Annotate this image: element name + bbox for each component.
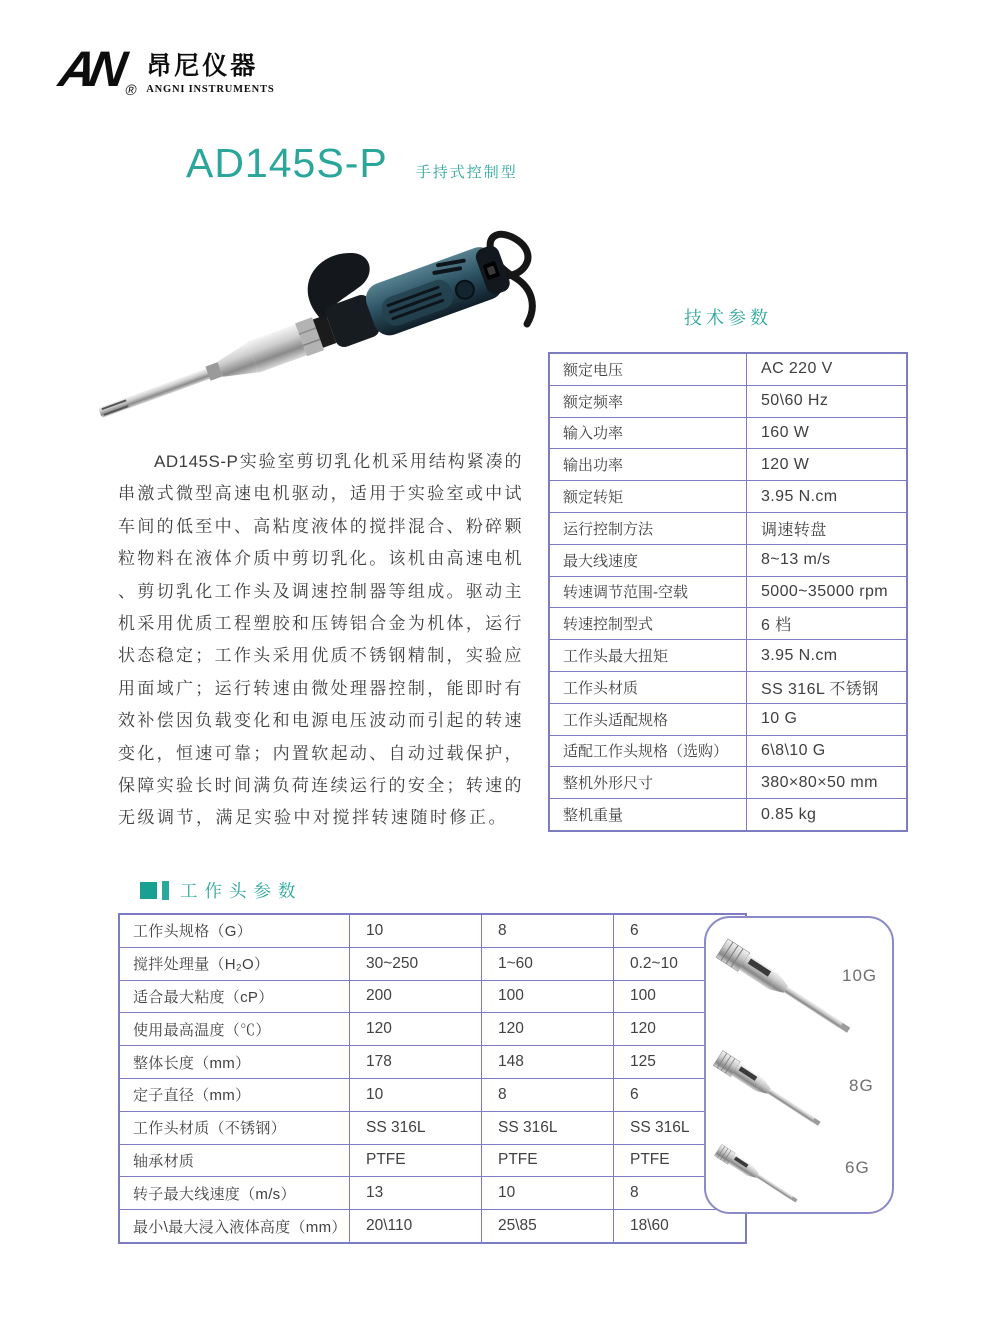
param-label-cell: 使用最高温度（℃） [119, 1013, 350, 1046]
param-value-cell: 10 [482, 1177, 614, 1210]
tech-table-row [549, 640, 907, 672]
param-value-cell: 6\8\10 G [747, 735, 908, 767]
param-value-cell: 178 [350, 1046, 482, 1079]
head-6g [714, 1144, 800, 1206]
param-value-cell: AC 220 V [747, 353, 908, 385]
bar-bullet-icon [162, 881, 169, 900]
param-value-cell: 5000~35000 rpm [747, 576, 908, 608]
tech-table-row [549, 767, 907, 799]
tech-table-row [549, 512, 907, 544]
param-value-cell: 8~13 m/s [747, 544, 908, 576]
head-table-row [119, 1078, 746, 1111]
description-line: AD145S-P实验室剪切乳化机采用结构紧凑的 [154, 452, 522, 471]
head-table-row [119, 1111, 746, 1144]
description-line: 无级调节，满足实验中对搅拌转速随时修正。 [118, 808, 508, 828]
param-label-cell: 转子最大线速度（m/s） [119, 1177, 350, 1210]
description-line: 机采用优质工程塑胶和压铸铝合金为机体，运行 [118, 613, 522, 633]
tech-table-row [549, 385, 907, 417]
description-line: 效补偿因负载变化和电源电压波动而引起的转速 [118, 711, 522, 731]
param-value-cell: 18\60 [614, 1210, 747, 1243]
param-label-cell: 工作头材质（不锈钢） [119, 1111, 350, 1144]
param-value-cell: 120 W [747, 449, 908, 481]
head-params-title: 工作头参数 [180, 881, 303, 901]
param-value-cell: 8 [482, 1078, 614, 1111]
param-value-cell: 30~250 [350, 947, 482, 980]
tech-table-row [549, 417, 907, 449]
tech-params-table [548, 352, 908, 832]
param-value-cell: PTFE [350, 1144, 482, 1177]
tech-table-row [549, 799, 907, 831]
brand-logo-monogram [55, 41, 139, 99]
tech-table-row [549, 481, 907, 513]
param-value-cell: PTFE [614, 1144, 747, 1177]
model-subtitle: 手持式控制型 [415, 164, 518, 181]
param-label-cell: 轴承材质 [119, 1144, 350, 1177]
product-photo [60, 228, 540, 438]
param-value-cell: 100 [482, 980, 614, 1013]
param-value-cell: 200 [350, 980, 482, 1013]
param-value-cell: 120 [350, 1013, 482, 1046]
head-table-row [119, 980, 746, 1013]
head-label-8g: 8G [849, 1076, 874, 1095]
param-value-cell: 0.85 kg [747, 799, 908, 831]
param-value-cell: 3.95 N.cm [747, 481, 908, 513]
param-value-cell: 6 [614, 1078, 747, 1111]
param-value-cell: 0.2~10 [614, 947, 747, 980]
description-line: 、剪切乳化工作头及调速控制器等组成。驱动主 [118, 581, 522, 601]
description-line: 变化，恒速可靠；内置软起动、自动过载保护， [118, 743, 522, 763]
param-value-cell: 8 [482, 914, 614, 947]
brand-name-cn: 昂尼仪器 [146, 52, 259, 80]
brand-logo [55, 41, 275, 99]
head-table-row [119, 1177, 746, 1210]
description-line: 用面域广；运行转速由微处理器控制，能即时有 [118, 678, 522, 698]
description-line: 保障实验长时间满负荷连续运行的安全；转速的 [118, 775, 522, 795]
param-value-cell: 10 G [747, 703, 908, 735]
param-label-cell: 最大线速度 [549, 544, 747, 576]
head-table-row [119, 1046, 746, 1079]
param-label-cell: 输入功率 [549, 417, 747, 449]
param-value-cell: 20\110 [350, 1210, 482, 1243]
head-params-section-header [140, 878, 303, 903]
brand-names [146, 44, 274, 95]
param-value-cell: 148 [482, 1046, 614, 1079]
tech-table-row [549, 449, 907, 481]
head-params-table [118, 913, 747, 1244]
param-label-cell: 工作头适配规格 [549, 703, 747, 735]
description-line: 状态稳定；工作头采用优质不锈钢精制，实验应 [118, 646, 522, 666]
tech-table-row [549, 544, 907, 576]
square-bullet-icon [140, 882, 157, 899]
param-value-cell: SS 316L [614, 1111, 747, 1144]
param-value-cell: 10 [350, 1078, 482, 1111]
param-label-cell: 运行控制方法 [549, 512, 747, 544]
head-label-10g: 10G [842, 966, 878, 985]
brand-name-en: ANGNI INSTRUMENTS [146, 83, 275, 95]
head-label-6g: 6G [845, 1158, 870, 1177]
head-table-row [119, 1144, 746, 1177]
param-value-cell: 125 [614, 1046, 747, 1079]
param-label-cell: 整机外形尺寸 [549, 767, 747, 799]
product-description [118, 446, 522, 835]
param-label-cell: 适配工作头规格（选购） [549, 735, 747, 767]
tech-table-body [549, 353, 907, 831]
tech-params-title: 技术参数 [684, 308, 772, 328]
tech-table-row [549, 576, 907, 608]
param-label-cell: 输出功率 [549, 449, 747, 481]
param-value-cell: PTFE [482, 1144, 614, 1177]
param-label-cell: 整机重量 [549, 799, 747, 831]
tech-table-row [549, 353, 907, 385]
param-value-cell: 100 [614, 980, 747, 1013]
param-value-cell: 120 [482, 1013, 614, 1046]
head-table-row [119, 947, 746, 980]
param-label-cell: 整体长度（mm） [119, 1046, 350, 1079]
param-value-cell: 160 W [747, 417, 908, 449]
param-value-cell: 3.95 N.cm [747, 640, 908, 672]
param-label-cell: 转速控制型式 [549, 608, 747, 640]
param-value-cell: 10 [350, 914, 482, 947]
head-table-row [119, 1013, 746, 1046]
param-value-cell: 调速转盘 [747, 512, 908, 544]
param-label-cell: 转速调节范围-空载 [549, 576, 747, 608]
head-table-row [119, 914, 746, 947]
tech-table-row [549, 608, 907, 640]
head-10g [716, 939, 855, 1040]
tech-table-row [549, 703, 907, 735]
description-line: 串激式微型高速电机驱动，适用于实验室或中试 [118, 484, 522, 504]
param-label-cell: 额定电压 [549, 353, 747, 385]
param-value-cell: SS 316L 不锈钢 [747, 671, 908, 703]
param-value-cell: 1~60 [482, 947, 614, 980]
param-value-cell: 50\60 Hz [747, 385, 908, 417]
head-8g [713, 1051, 824, 1132]
param-label-cell: 额定转矩 [549, 481, 747, 513]
param-value-cell: 6 档 [747, 608, 908, 640]
description-line: 粒物料在液体介质中剪切乳化。该机由高速电机 [118, 549, 522, 569]
param-label-cell: 搅拌处理量（H₂O） [119, 947, 350, 980]
head-table-body [119, 914, 746, 1243]
param-value-cell: 120 [614, 1013, 747, 1046]
param-label-cell: 工作头材质 [549, 671, 747, 703]
head-table-row [119, 1210, 746, 1243]
param-label-cell: 定子直径（mm） [119, 1078, 350, 1111]
param-value-cell: 13 [350, 1177, 482, 1210]
param-value-cell: 6 [614, 914, 747, 947]
param-value-cell: 8 [614, 1177, 747, 1210]
page-title [186, 140, 518, 187]
brand-logo-an-text: AN [55, 41, 126, 97]
param-label-cell: 工作头最大扭矩 [549, 640, 747, 672]
param-label-cell: 额定频率 [549, 385, 747, 417]
param-value-cell: SS 316L [482, 1111, 614, 1144]
tech-table-row [549, 671, 907, 703]
registered-mark: ® [123, 82, 138, 99]
param-value-cell: 25\85 [482, 1210, 614, 1243]
param-label-cell: 最小\最大浸入液体高度（mm） [119, 1210, 350, 1243]
param-value-cell: SS 316L [350, 1111, 482, 1144]
tech-table-row [549, 735, 907, 767]
heads-figure [704, 916, 894, 1214]
param-value-cell: 380×80×50 mm [747, 767, 908, 799]
model-number: AD145S-P [186, 140, 388, 186]
param-label-cell: 适合最大粘度（cP） [119, 980, 350, 1013]
param-label-cell: 工作头规格（G） [119, 914, 350, 947]
description-line: 车间的低至中、高粘度液体的搅拌混合、粉碎颗 [118, 516, 522, 536]
